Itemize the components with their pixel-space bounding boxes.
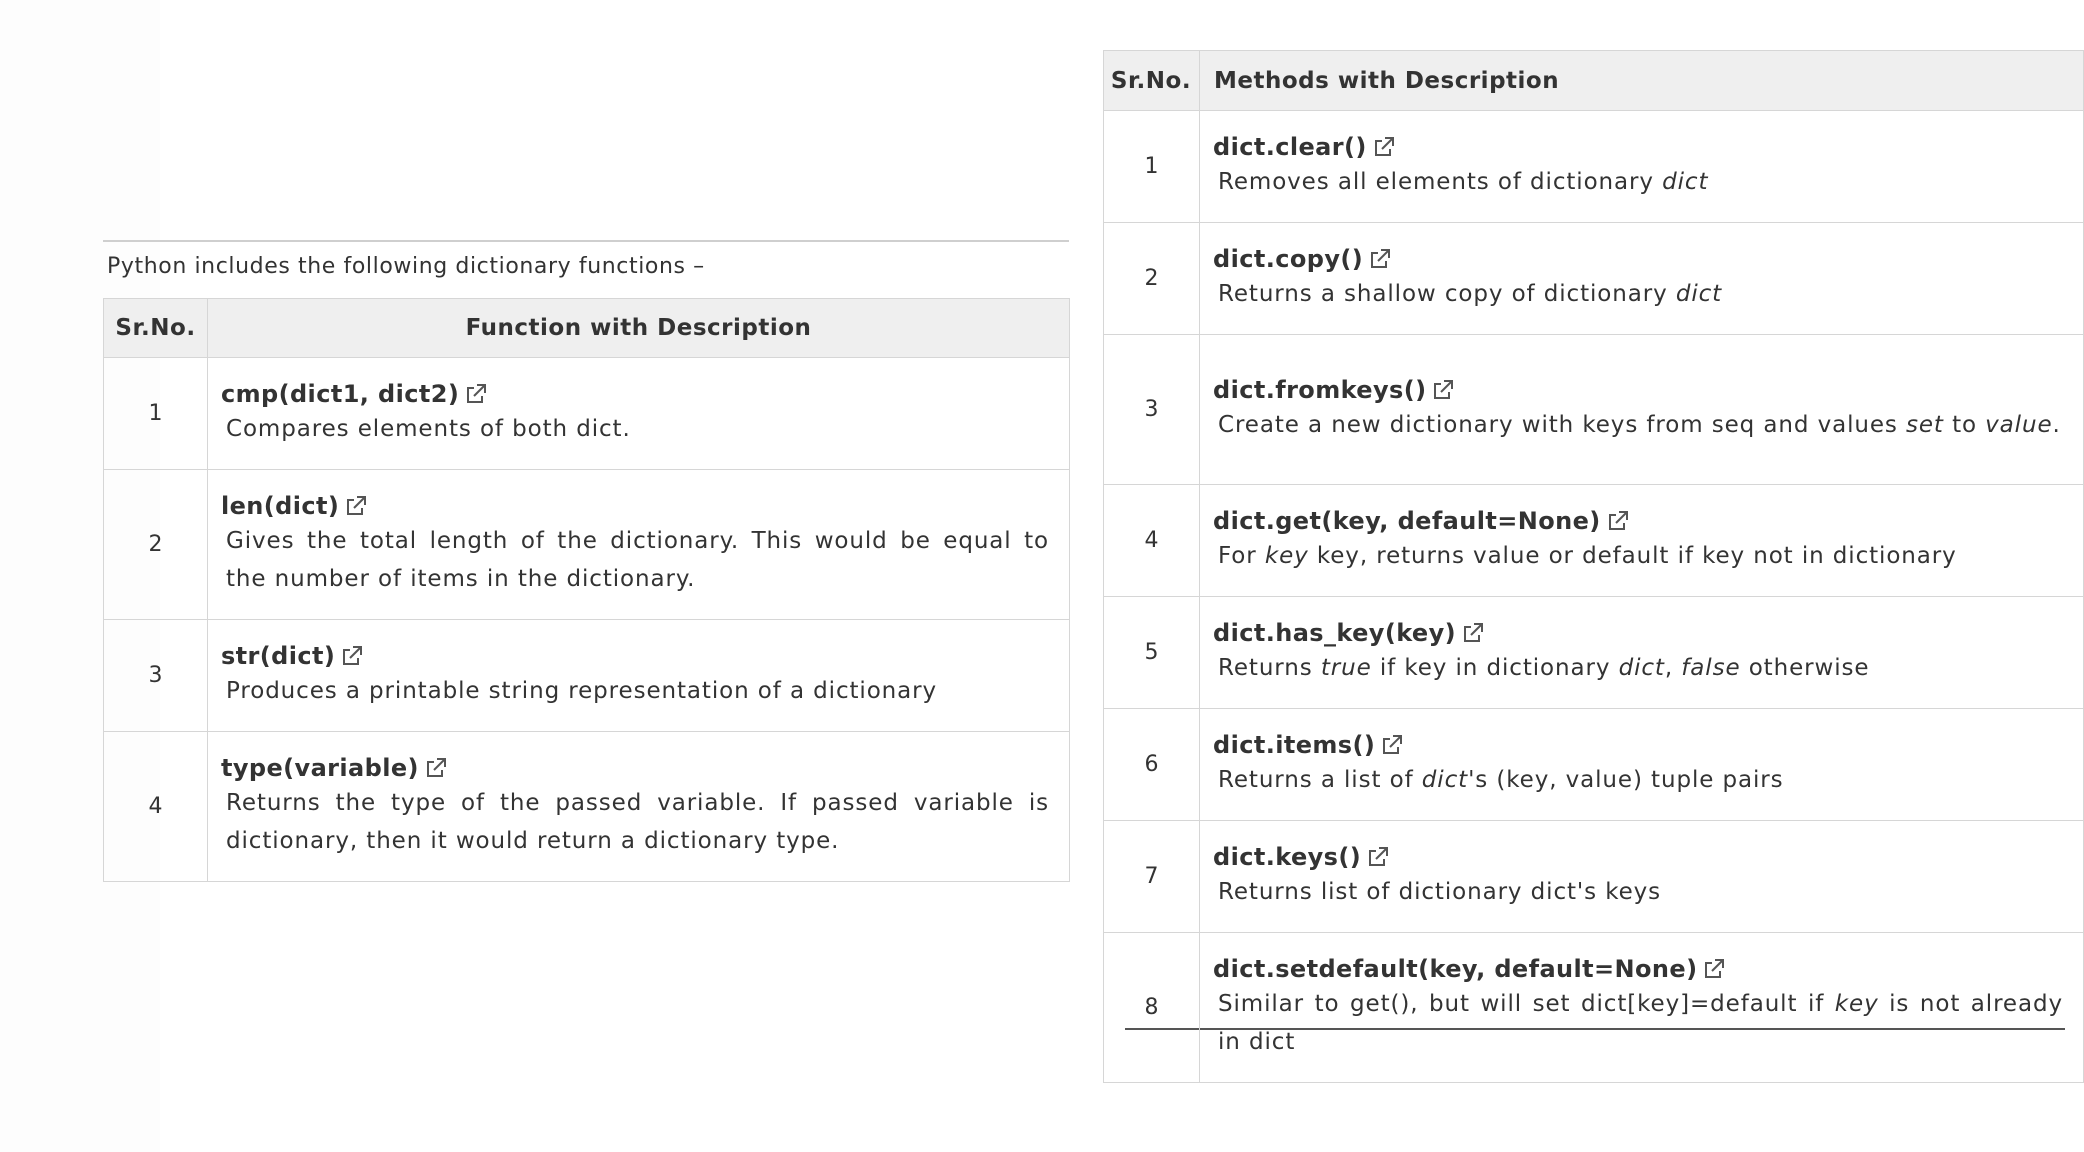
row-description-cell xyxy=(1200,933,2084,1083)
function-name[interactable]: cmp(dict1, dict2) xyxy=(221,379,460,408)
method-description: Returns true if key in dictionary dict, false otherwise xyxy=(1218,654,1870,681)
row-description-cell xyxy=(1200,485,2084,597)
table-row xyxy=(1104,933,2084,1083)
method-description: Returns a list of dict's (key, value) tuple pairs xyxy=(1218,766,1784,793)
row-number: 1 xyxy=(104,358,208,470)
table-row xyxy=(1104,597,2084,709)
function-description: Produces a printable string representation of a dictionary xyxy=(226,677,938,704)
method-name[interactable]: dict.fromkeys() xyxy=(1213,375,1427,404)
external-link-icon[interactable] xyxy=(425,757,447,779)
table-row xyxy=(104,732,1070,882)
methods-table-body xyxy=(1104,111,2084,1083)
row-description-cell xyxy=(1200,111,2084,223)
table-row xyxy=(1104,335,2084,485)
dictionary-methods-panel xyxy=(1110,50,2065,1055)
table-row xyxy=(104,470,1070,620)
external-link-icon[interactable] xyxy=(1462,622,1484,644)
method-description: For key key, returns value or default if key not in dictionary xyxy=(1218,542,1957,569)
row-description-cell xyxy=(1200,223,2084,335)
row-number: 3 xyxy=(1104,335,1200,485)
table-row xyxy=(104,620,1070,732)
function-name[interactable]: str(dict) xyxy=(221,641,336,670)
methods-desc-header: Methods with Description xyxy=(1200,51,2084,111)
table-row xyxy=(1104,709,2084,821)
row-number: 1 xyxy=(1104,111,1200,223)
row-description-cell xyxy=(208,732,1070,882)
method-name[interactable]: dict.has_key(key) xyxy=(1213,618,1457,647)
method-name[interactable]: dict.items() xyxy=(1213,730,1376,759)
row-number: 7 xyxy=(1104,821,1200,933)
function-name[interactable]: len(dict) xyxy=(221,491,340,520)
function-name[interactable]: type(variable) xyxy=(221,753,419,782)
row-number: 6 xyxy=(1104,709,1200,821)
functions-intro: Python includes the following dictionary functions – xyxy=(103,240,1069,298)
table-row xyxy=(1104,111,2084,223)
row-number: 8 xyxy=(1104,933,1200,1083)
row-description-cell xyxy=(208,358,1070,470)
function-description: Compares elements of both dict. xyxy=(226,415,631,442)
dictionary-functions-panel xyxy=(103,240,1069,882)
row-number: 5 xyxy=(1104,597,1200,709)
method-name[interactable]: dict.get(key, default=None) xyxy=(1213,506,1601,535)
external-link-icon[interactable] xyxy=(1703,958,1725,980)
external-link-icon[interactable] xyxy=(345,495,367,517)
external-link-icon[interactable] xyxy=(1369,248,1391,270)
function-description: Returns the type of the passed variable. If passed variable is dictionary, then it would return a dictionary type. xyxy=(226,789,1049,854)
sr-no-header: Sr.No. xyxy=(104,299,208,358)
row-description-cell xyxy=(208,620,1070,732)
external-link-icon[interactable] xyxy=(1381,734,1403,756)
row-description-cell xyxy=(1200,709,2084,821)
table-row xyxy=(104,358,1070,470)
method-description: Similar to get(), but will set dict[key]=default if key is not already in dict xyxy=(1218,990,2063,1055)
external-link-icon[interactable] xyxy=(341,645,363,667)
table-header-row xyxy=(1104,51,2084,111)
table-row xyxy=(1104,485,2084,597)
method-name[interactable]: dict.keys() xyxy=(1213,842,1362,871)
method-name[interactable]: dict.clear() xyxy=(1213,132,1367,161)
row-description-cell xyxy=(208,470,1070,620)
dictionary-functions-table xyxy=(103,298,1070,882)
table-row xyxy=(1104,821,2084,933)
row-description-cell xyxy=(1200,821,2084,933)
method-description: Create a new dictionary with keys from seq and values set to value. xyxy=(1218,411,2061,438)
row-number: 3 xyxy=(104,620,208,732)
row-number: 2 xyxy=(104,470,208,620)
external-link-icon[interactable] xyxy=(1607,510,1629,532)
row-number: 2 xyxy=(1104,223,1200,335)
function-description: Gives the total length of the dictionary. This would be equal to the number of items in the dictionary. xyxy=(226,527,1049,592)
row-description-cell xyxy=(1200,597,2084,709)
dictionary-methods-table xyxy=(1103,50,2084,1083)
table-header-row xyxy=(104,299,1070,358)
function-desc-header: Function with Description xyxy=(208,299,1070,358)
row-number: 4 xyxy=(104,732,208,882)
table-row xyxy=(1104,223,2084,335)
method-description: Returns list of dictionary dict's keys xyxy=(1218,878,1662,905)
row-number: 4 xyxy=(1104,485,1200,597)
method-description: Returns a shallow copy of dictionary dict xyxy=(1218,280,1723,307)
method-name[interactable]: dict.copy() xyxy=(1213,244,1364,273)
method-description: Removes all elements of dictionary dict xyxy=(1218,168,1709,195)
external-link-icon[interactable] xyxy=(1432,379,1454,401)
sr-no-header: Sr.No. xyxy=(1104,51,1200,111)
external-link-icon[interactable] xyxy=(1373,136,1395,158)
method-name[interactable]: dict.setdefault(key, default=None) xyxy=(1213,954,1698,983)
row-description-cell xyxy=(1200,335,2084,485)
external-link-icon[interactable] xyxy=(465,383,487,405)
external-link-icon[interactable] xyxy=(1367,846,1389,868)
